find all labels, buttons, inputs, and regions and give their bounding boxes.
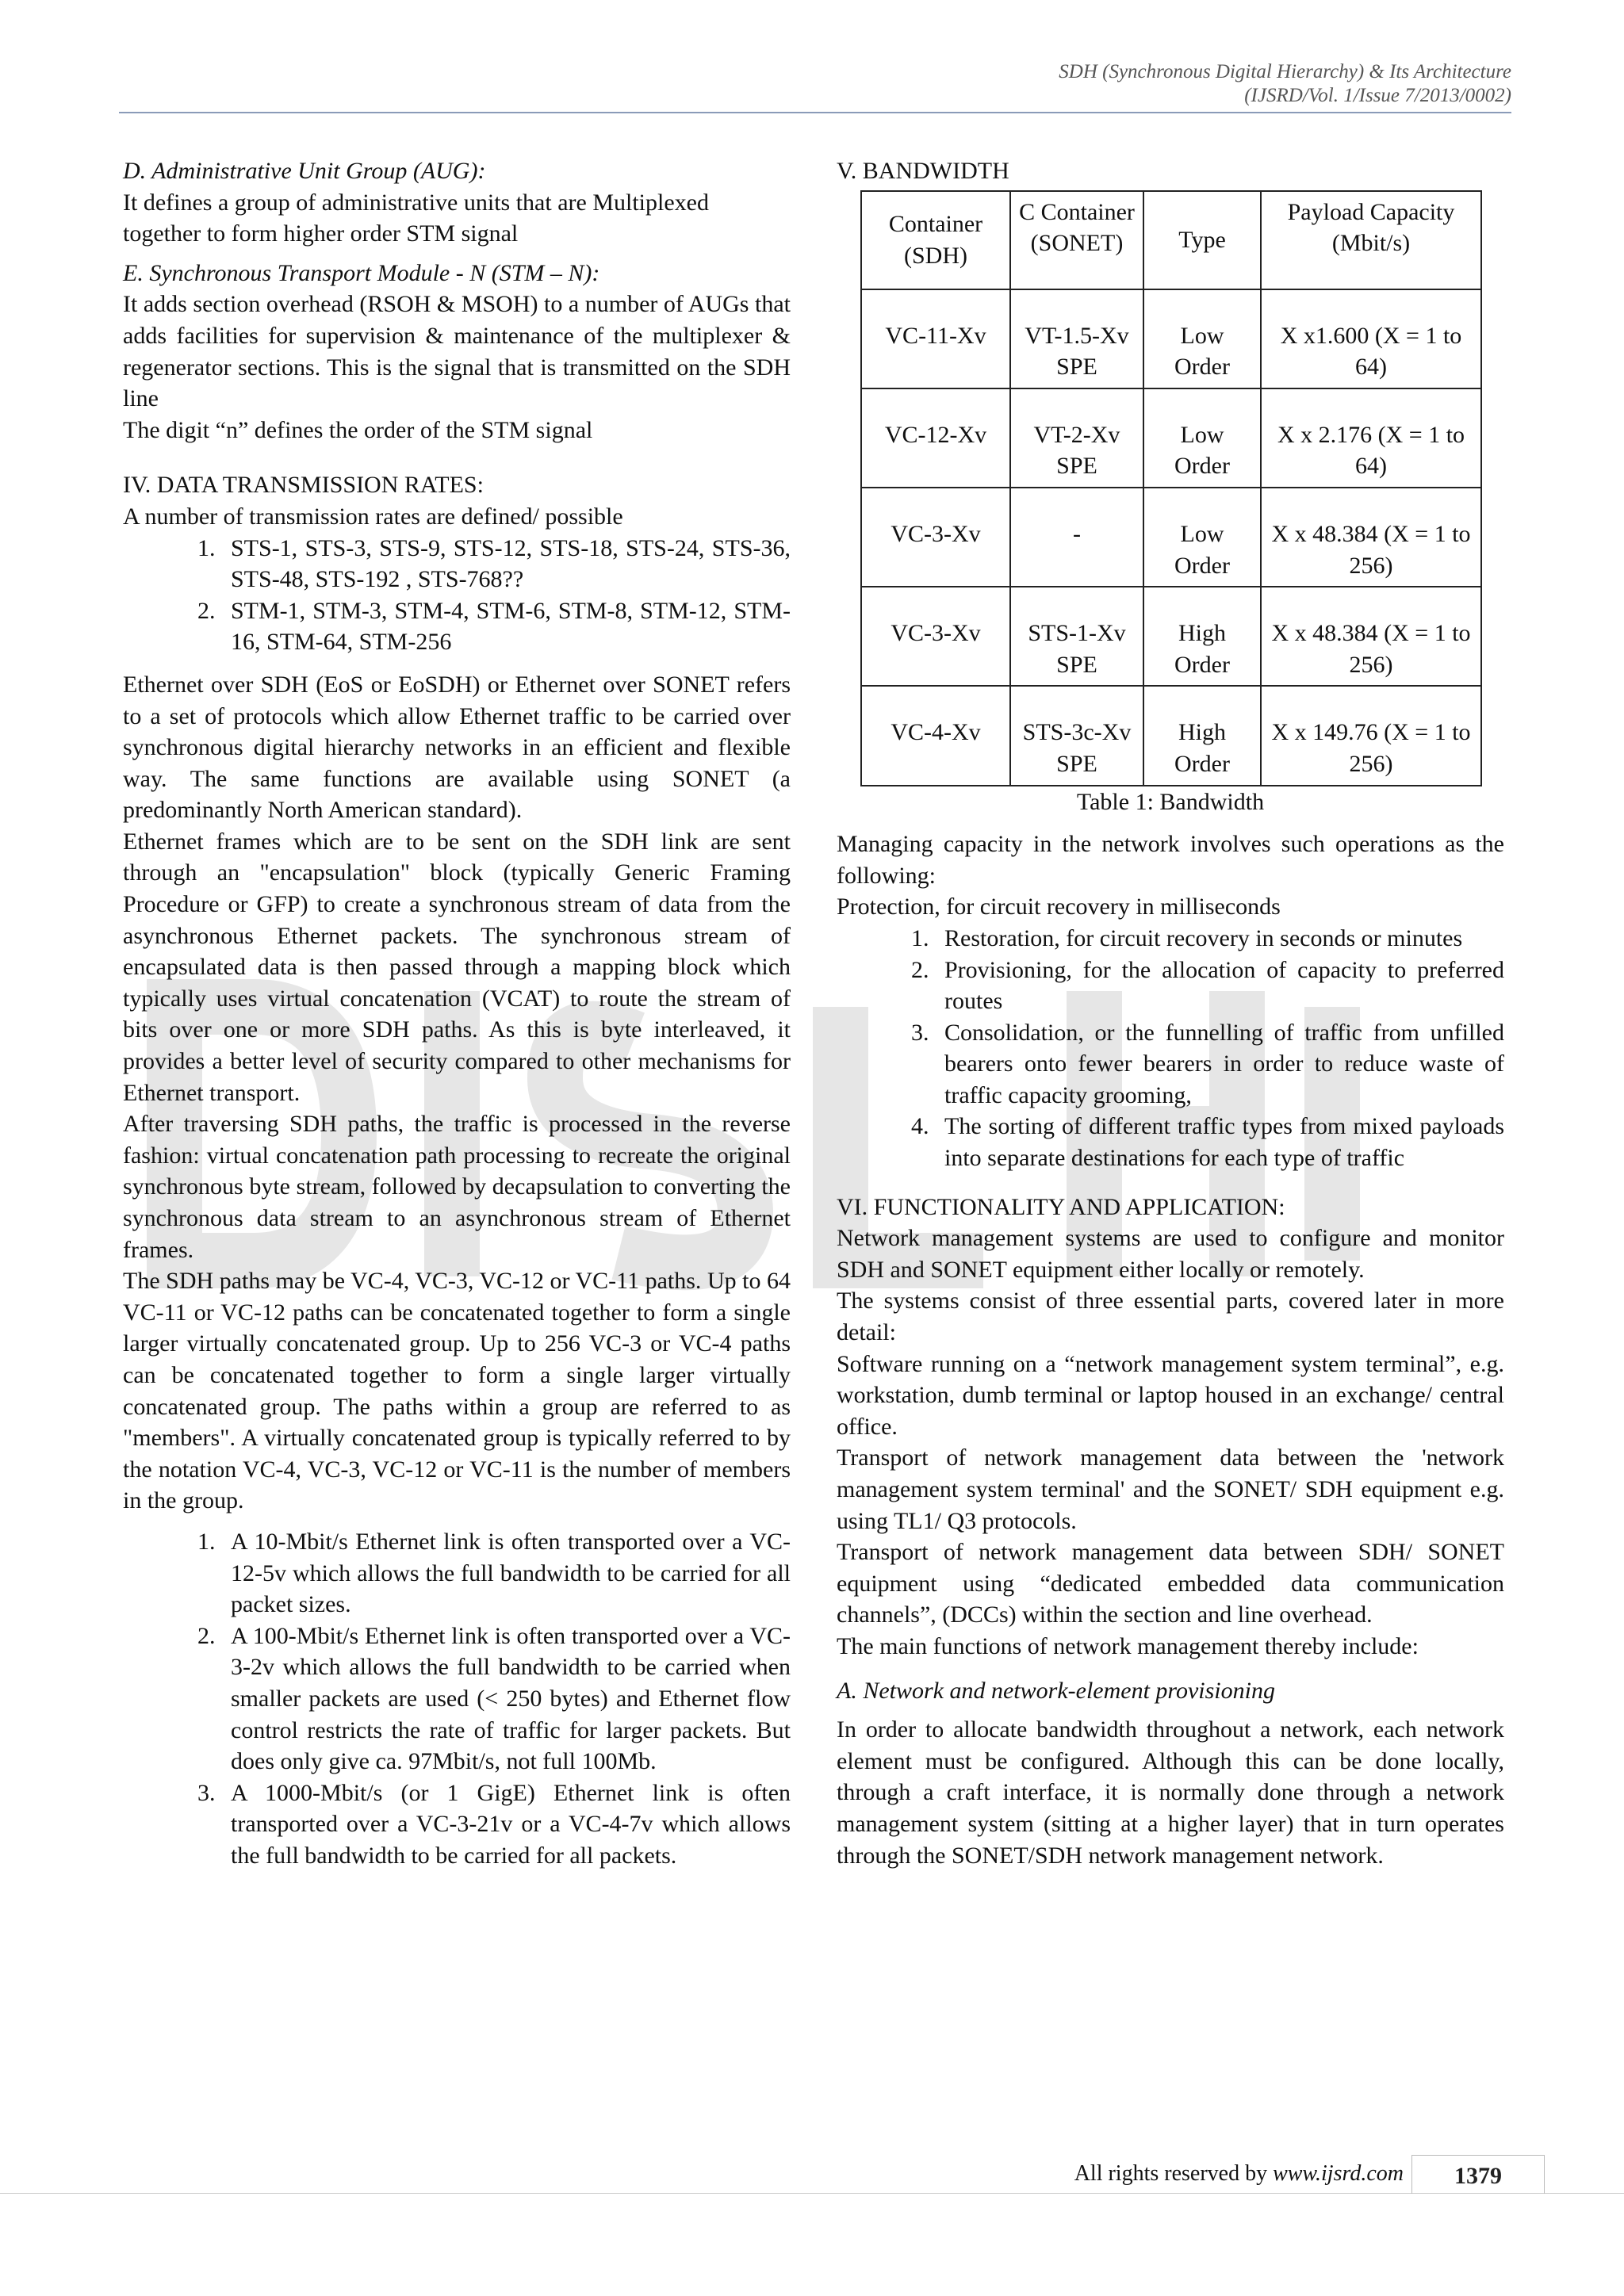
table-cell: Low Order: [1143, 289, 1261, 388]
paragraph-nms: Network management systems are used to configure and monitor SDH and SONET equipment either locally or remotely.: [837, 1225, 1504, 1283]
footer-rule: [0, 2193, 1624, 2194]
table-row: [861, 388, 1481, 488]
table-cell: High Order: [1143, 587, 1261, 686]
section-iv-heading: IV. DATA TRANSMISSION RATES:: [123, 472, 484, 499]
subsection-a-heading: A. Network and network-element provisioning: [837, 1677, 1275, 1704]
left-column: [123, 155, 791, 1879]
list-item: 2. A 100-Mbit/s Ethernet link is often transported over a VC-3-2v which allows the full bandwidth to be carried when smaller packets are used (< 250 bytes) and Ethernet flow control restricts the rate of traffic for larger packets. But does only give ca. 97Mbit/s, not full 100Mb.: [221, 1621, 791, 1777]
examples-list: [123, 1526, 791, 1872]
running-header: [1059, 60, 1511, 108]
table-header-row: [861, 191, 1481, 289]
table-row: [861, 587, 1481, 686]
header-title: SDH (Synchronous Digital Hierarchy) & Its Architecture: [1059, 61, 1511, 82]
paragraph-transport-2: Transport of network management data between SDH/ SONET equipment using “dedicated embedded data communication channels”, (DCCs) within the section and line overhead.: [837, 1539, 1504, 1628]
table-cell: X x 2.176 (X = 1 to 64): [1261, 388, 1481, 488]
table-cell: STS-1-Xv SPE: [1010, 587, 1143, 686]
paragraph-allocate: In order to allocate bandwidth throughout a network, each network element must be configured. Although this can be done locally, through a craft interface, it is normally done through a network management system (sitting at a higher layer) that in turn operates through the SONET/SDH network management network.: [837, 1716, 1504, 1869]
paragraph-traversing: After traversing SDH paths, the traffic is processed in the reverse fashion: virtual concatenation path processing to recreate the original synchronous byte stream, followed by decapsulation to converting the synchronous data stream to an asynchronous stream of Ethernet frames.: [123, 1111, 791, 1263]
table-cell: VC-4-Xv: [861, 686, 1010, 785]
table-cell: Low Order: [1143, 388, 1261, 488]
paragraph-transport-1: Transport of network management data between the 'network management system terminal' and the SONET/ SDH equipment e.g. using TL1/ Q3 protocols.: [837, 1445, 1504, 1534]
table-cell: STS-3c-Xv SPE: [1010, 686, 1143, 785]
table-header-cell: C Container (SONET): [1010, 191, 1143, 289]
section-v-heading: V. BANDWIDTH: [837, 158, 1009, 184]
section-e-text: It adds section overhead (RSOH & MSOH) to a number of AUGs that adds facilities for supervision & maintenance of the multiplexer & regenerator sections. This is the signal that is transmitted on the SDH line: [123, 291, 791, 412]
table-cell: VC-11-Xv: [861, 289, 1010, 388]
list-item: 3. A 1000-Mbit/s (or 1 GigE) Ethernet link is often transported over a VC-3-21v or a VC-4-7v which allows the full bandwidth to be carried for all packets.: [221, 1777, 791, 1872]
footer-copyright: [1074, 2161, 1404, 2187]
table-row: [861, 686, 1481, 785]
table-cell: VC-3-Xv: [861, 587, 1010, 686]
rates-list: [123, 533, 791, 658]
table-cell: VC-12-Xv: [861, 388, 1010, 488]
table-cell: X x 149.76 (X = 1 to 256): [1261, 686, 1481, 785]
list-item: 2. Provisioning, for the allocation of capacity to preferred routes: [935, 955, 1504, 1017]
table-row: [861, 488, 1481, 587]
section-vi-heading: VI. FUNCTIONALITY AND APPLICATION:: [837, 1193, 1285, 1220]
rates-intro: A number of transmission rates are defined/ possible: [123, 503, 623, 530]
table-cell: X x1.600 (X = 1 to 64): [1261, 289, 1481, 388]
footer-site-link[interactable]: www.ijsrd.com: [1273, 2161, 1404, 2186]
section-d-text: It defines a group of administrative units that are Multiplexed together to form higher order STM signal: [123, 189, 709, 247]
table-cell: VT-2-Xv SPE: [1010, 388, 1143, 488]
section-d-heading: D. Administrative Unit Group (AUG):: [123, 158, 486, 184]
right-column: [837, 155, 1504, 1871]
paragraph-parts: The systems consist of three essential parts, covered later in more detail:: [837, 1288, 1504, 1346]
paragraph-functions: The main functions of network management thereby include:: [837, 1632, 1419, 1659]
table-caption: Table 1: Bandwidth: [1076, 788, 1265, 815]
paragraph-protection: Protection, for circuit recovery in milliseconds: [837, 894, 1281, 920]
list-item: 3. Consolidation, or the funnelling of traffic from unfilled bearers onto fewer bearers in order to reduce waste of traffic capacity grooming,: [935, 1017, 1504, 1112]
table-row: [861, 289, 1481, 388]
footer-prefix: All rights reserved by: [1074, 2161, 1274, 2186]
section-e-heading: E. Synchronous Transport Module - N (STM – N):: [123, 259, 600, 286]
list-item: 2. STM-1, STM-3, STM-4, STM-6, STM-8, STM-12, STM-16, STM-64, STM-256: [221, 595, 791, 658]
table-cell: X x 48.384 (X = 1 to 256): [1261, 587, 1481, 686]
header-citation: (IJSRD/Vol. 1/Issue 7/2013/0002): [1244, 85, 1511, 106]
bandwidth-table: [860, 190, 1482, 786]
section-e-text-2: The digit “n” defines the order of the STM signal: [123, 416, 593, 443]
list-item: 1. A 10-Mbit/s Ethernet link is often transported over a VC-12-5v which allows the full bandwidth to be carried for all packet sizes.: [221, 1526, 791, 1621]
table-header-cell: Type: [1143, 191, 1261, 289]
list-item: 4. The sorting of different traffic types from mixed payloads into separate destinations for each type of traffic: [935, 1111, 1504, 1173]
operations-list: [837, 923, 1504, 1174]
table-cell: High Order: [1143, 686, 1261, 785]
table-cell: X x 48.384 (X = 1 to 256): [1261, 488, 1481, 587]
table-cell: VC-3-Xv: [861, 488, 1010, 587]
paragraph-sdh-paths: The SDH paths may be VC-4, VC-3, VC-12 or VC-11 paths. Up to 64 VC-11 or VC-12 paths can be concatenated together to form a single larger virtually concatenated group. Up to 256 VC-3 or VC-4 paths can be concatenated together to form a single larger virtually concatenated group. The paths within a group are referred to as "members". A virtually concatenated group is typically referred to by the notation VC-4, VC-3, VC-12 or VC-11 is the number of members in the group.: [123, 1268, 791, 1514]
table-cell: VT-1.5-Xv SPE: [1010, 289, 1143, 388]
list-item: 1. STS-1, STS-3, STS-9, STS-12, STS-18, STS-24, STS-36, STS-48, STS-192 , STS-768??: [221, 533, 791, 595]
table-header-cell: Container (SDH): [861, 191, 1010, 289]
paragraph-software: Software running on a “network management system terminal”, e.g. workstation, dumb terminal or laptop housed in an exchange/ central office.: [837, 1350, 1504, 1440]
page-number: 1379: [1411, 2155, 1545, 2194]
paragraph-managing: Managing capacity in the network involves such operations as the following:: [837, 831, 1504, 889]
list-item: 1. Restoration, for circuit recovery in seconds or minutes: [935, 923, 1504, 955]
paragraph-eos: Ethernet over SDH (EoS or EoSDH) or Ethernet over SONET refers to a set of protocols which allow Ethernet traffic to be carried over synchronous digital hierarchy networks in an efficient and flexible way. The same functions are available using SONET (a predominantly North American standard).: [123, 671, 791, 824]
table-cell: Low Order: [1143, 488, 1261, 587]
table-header-cell: Payload Capacity (Mbit/s): [1261, 191, 1481, 289]
table-cell: -: [1010, 488, 1143, 587]
paragraph-frames: Ethernet frames which are to be sent on the SDH link are sent through an "encapsulation" block (typically Generic Framing Procedure or GFP) to create a synchronous stream of data from the asynchronous Ethernet packets. The synchronous stream of encapsulated data is then passed through a mapping block which typically uses virtual concatenation (VCAT) to route the stream of bits over one or more SDH paths. As this is byte interleaved, it provides a better level of security compared to other mechanisms for Ethernet transport.: [123, 828, 791, 1106]
header-rule: [119, 112, 1511, 113]
